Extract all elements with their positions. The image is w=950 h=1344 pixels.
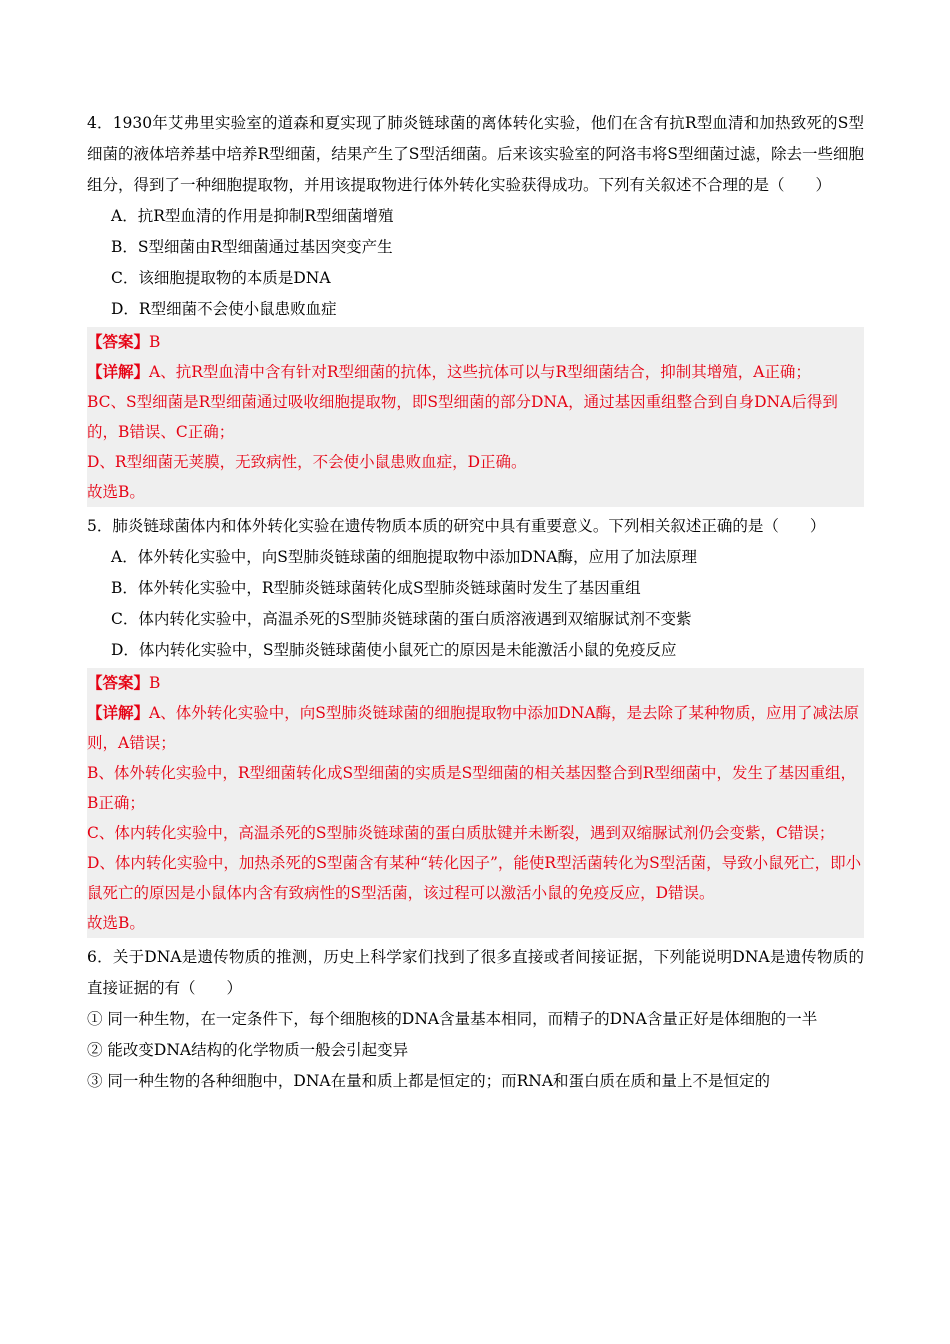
question-5-stem: 5．肺炎链球菌体内和体外转化实验在遗传物质本质的研究中具有重要意义。下列相关叙述正确的是（ ） (87, 517, 826, 535)
detail-line: A、体外转化实验中，向S型肺炎链球菌的细胞提取物中添加DNA酶，是去除了某种物质，应用了减法原则，A错误； (87, 704, 860, 752)
question-5-option-d: D．体内转化实验中，S型肺炎链球菌使小鼠死亡的原因是未能激活小鼠的免疫反应 (111, 641, 677, 659)
question-4-answer (87, 327, 864, 357)
question-4-detail-bc: BC、S型细菌是R型细菌通过吸收细胞提取物，即S型细菌的部分DNA，通过基因重组整合到自身DNA后得到的，B错误、C正确； (87, 393, 838, 441)
question-5-detail-c: C、体内转化实验中，高温杀死的S型肺炎链球菌的蛋白质肽键并未断裂，遇到双缩脲试剂仍会变紫，C错误； (87, 824, 835, 842)
question-6-statement-1: ① 同一种生物，在一定条件下，每个细胞核的DNA含量基本相同，而精子的DNA含量正好是体细胞的一半 (87, 1010, 818, 1028)
detail-tag: 【详解】 (87, 703, 150, 722)
question-4-conclusion: 故选B。 (87, 483, 145, 501)
question-5-answer-block (87, 668, 864, 938)
question-5-detail-d: D、体内转化实验中，加热杀死的S型菌含有某种“转化因子”，能使R型活菌转化为S型活菌，导致小鼠死亡，即小鼠死亡的原因是小鼠体内含有致病性的S型活菌，该过程可以激活小鼠的免疫反应，D错误。 (87, 854, 862, 902)
question-4-detail-d: D、R型细菌无荚膜，无致病性，不会使小鼠患败血症，D正确。 (87, 453, 527, 471)
question-5-conclusion: 故选B。 (87, 914, 145, 932)
detail-tag: 【详解】 (87, 362, 150, 381)
question-4-stem: 4．1930年艾弗里实验室的道森和夏实现了肺炎链球菌的离体转化实验，他们在含有抗R型血清和加热致死的S型细菌的液体培养基中培养R型细菌，结果产生了S型活细菌。后来该实验室的阿洛韦将S型细菌过滤，除去一些细胞组分，得到了一种细胞提取物，并用该提取物进行体外转化实验获得成功。下列有关叙述不合理的是（ ） (87, 114, 864, 194)
question-5-detail-b: B、体外转化实验中，R型细菌转化成S型细菌的实质是S型细菌的相关基因整合到R型细菌中，发生了基因重组，B正确； (87, 764, 856, 812)
answer-value: B (149, 674, 161, 692)
question-4-option-b: B．S型细菌由R型细菌通过基因突变产生 (111, 238, 393, 256)
question-4-option-a: A．抗R型血清的作用是抑制R型细菌增殖 (111, 207, 394, 225)
question-4-option-c: C．该细胞提取物的本质是DNA (111, 269, 331, 287)
detail-line: A、抗R型血清中含有针对R型细菌的抗体，这些抗体可以与R型细菌结合，抑制其增殖，A正确； (149, 363, 811, 381)
question-6-statement-3: ③ 同一种生物的各种细胞中，DNA在量和质上都是恒定的；而RNA和蛋白质在质和量上不是恒定的 (87, 1072, 771, 1090)
question-6-statement-2: ② 能改变DNA结构的化学物质一般会引起变异 (87, 1041, 409, 1059)
question-5-answer (87, 668, 864, 698)
answer-tag: 【答案】 (87, 673, 150, 692)
answer-value: B (149, 333, 161, 351)
question-5-option-b: B．体外转化实验中，R型肺炎链球菌转化成S型肺炎链球菌时发生了基因重组 (111, 579, 641, 597)
question-5-option-c: C．体内转化实验中，高温杀死的S型肺炎链球菌的蛋白质溶液遇到双缩脲试剂不变紫 (111, 610, 692, 628)
question-4-answer-block (87, 327, 864, 507)
question-5-option-a: A．体外转化实验中，向S型肺炎链球菌的细胞提取物中添加DNA酶，应用了加法原理 (111, 548, 697, 566)
question-4-detail-a (87, 357, 864, 387)
question-5-detail-a (87, 698, 864, 758)
question-6-stem: 6．关于DNA是遗传物质的推测，历史上科学家们找到了很多直接或者间接证据，下列能说明DNA是遗传物质的直接证据的有（ ） (87, 948, 864, 997)
page-content (87, 108, 864, 1097)
answer-tag: 【答案】 (87, 332, 150, 351)
question-4-option-d: D．R型细菌不会使小鼠患败血症 (111, 300, 337, 318)
